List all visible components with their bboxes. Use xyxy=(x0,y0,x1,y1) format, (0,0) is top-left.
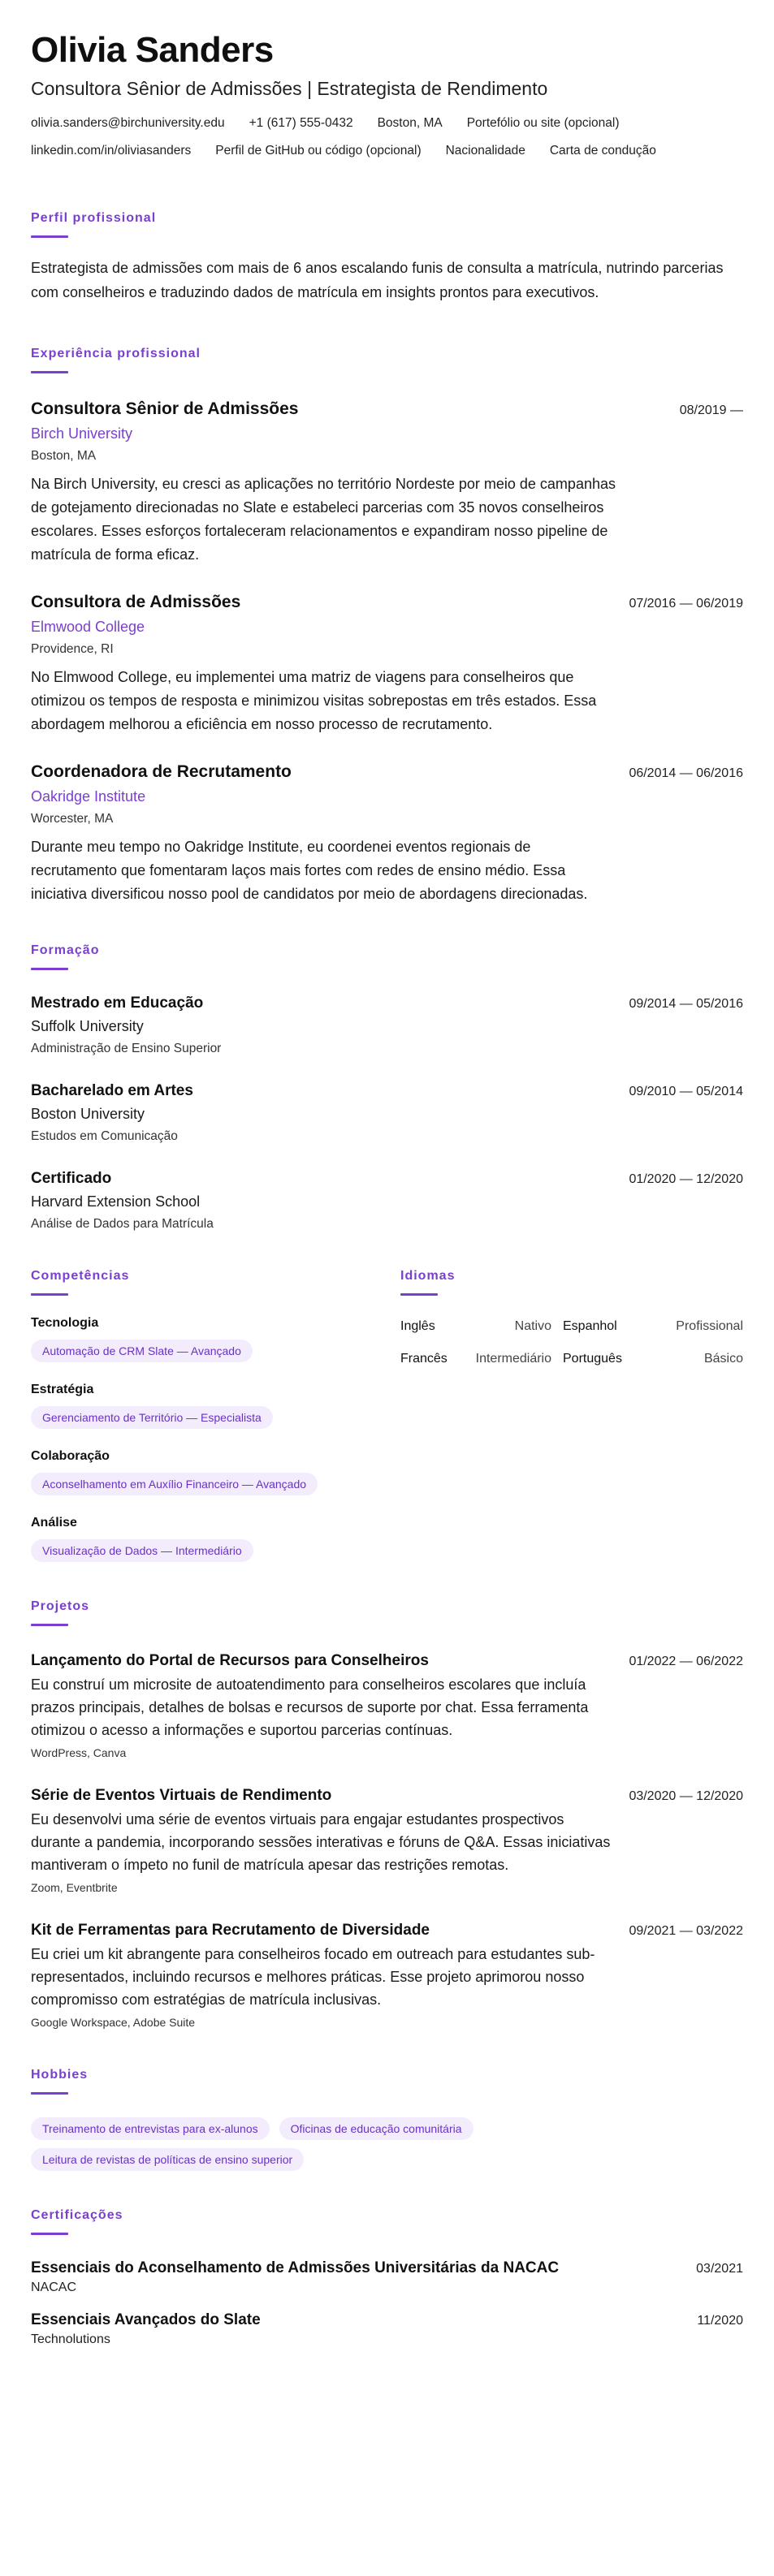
language-level: Básico xyxy=(703,1352,743,1366)
section-divider xyxy=(31,2092,68,2095)
section-title: Certificações xyxy=(31,2208,123,2222)
contact-linkedin[interactable]: linkedin.com/in/oliviasanders xyxy=(31,144,192,157)
education-field: Administração de Ensino Superior xyxy=(31,1042,222,1055)
language-level: Intermediário xyxy=(475,1352,551,1366)
language-name: Francês xyxy=(400,1352,448,1366)
section-divider xyxy=(31,371,68,373)
hobby-tag: Leitura de revistas de políticas de ensino superior xyxy=(31,2148,304,2171)
hobby-list xyxy=(31,2109,551,2171)
skill-category: Colaboração xyxy=(31,1449,110,1463)
section-title: Formação xyxy=(31,943,100,957)
education-degree: Bacharelado em Artes xyxy=(31,1082,193,1099)
candidate-name: Olivia Sanders xyxy=(31,30,274,70)
project-item xyxy=(31,1920,743,2030)
section-divider xyxy=(31,235,68,238)
skill-group xyxy=(31,1515,400,1562)
job-date: 07/2016 — 06/2019 xyxy=(629,597,743,611)
education-degree: Mestrado em Educação xyxy=(31,995,204,1012)
contact-email[interactable]: olivia.sanders@birchuniversity.edu xyxy=(31,116,225,130)
certification-item xyxy=(31,2258,743,2297)
language-name: Inglês xyxy=(400,1319,435,1333)
language-item xyxy=(400,1351,563,1367)
section-title: Competências xyxy=(31,1269,130,1283)
skill-category: Estratégia xyxy=(31,1383,94,1396)
project-tools: Google Workspace, Adobe Suite xyxy=(31,2016,196,2029)
contact-nationality: Nacionalidade xyxy=(445,144,525,157)
skill-tag: Visualização de Dados — Intermediário xyxy=(31,1539,253,1562)
language-list xyxy=(400,1318,743,1367)
language-level: Profissional xyxy=(676,1319,743,1333)
job-location: Providence, RI xyxy=(31,642,114,656)
project-title: Lançamento do Portal de Recursos para Conselheiros xyxy=(31,1652,429,1669)
job-location: Boston, MA xyxy=(31,449,97,463)
job-description: No Elmwood College, eu implementei uma matriz de viagens para conselheiros que otimizou os tempos de resposta e minimizou visitas sobrepostas em três estados. Essa abordagem melhorou a eficiência em nosso processo de recrutamento. xyxy=(31,669,597,732)
hobby-tag: Oficinas de educação comunitária xyxy=(279,2117,473,2140)
education-item xyxy=(31,1081,743,1146)
project-date: 03/2020 — 12/2020 xyxy=(629,1789,743,1803)
certification-name: Essenciais Avançados do Slate xyxy=(31,2311,261,2328)
projects-section xyxy=(31,1599,743,2030)
job-company: Oakridge Institute xyxy=(31,788,146,805)
project-tools: WordPress, Canva xyxy=(31,1746,127,1759)
candidate-headline: Consultora Sênior de Admissões | Estrategista de Rendimento xyxy=(31,78,548,99)
education-item xyxy=(31,1168,743,1233)
resume-header xyxy=(31,0,743,159)
project-description: Eu criei um kit abrangente para conselheiros focado em outreach para estudantes sub-representados, incluindo recursos e melhores práticas. Esse projeto aprimorou nosso compromisso com estratégias de matrícula inclusivas. xyxy=(31,1946,595,2008)
project-date: 01/2022 — 06/2022 xyxy=(629,1655,743,1668)
skill-category: Tecnologia xyxy=(31,1316,99,1330)
job-title: Consultora Sênior de Admissões xyxy=(31,399,299,418)
education-school: Harvard Extension School xyxy=(31,1193,201,1210)
language-item xyxy=(563,1318,743,1335)
language-item xyxy=(400,1318,563,1335)
job-description: Durante meu tempo no Oakridge Institute, eu coordenei eventos regionais de recrutamento que fomentaram laços mais fortes com redes de ensino médio. Essa iniciativa diversificou nosso pool de candidatos por meio de abordagens direcionadas. xyxy=(31,839,588,902)
project-date: 09/2021 — 03/2022 xyxy=(629,1924,743,1938)
skill-tag: Gerenciamento de Território — Especialista xyxy=(31,1406,273,1429)
profile-section xyxy=(31,211,743,304)
project-item xyxy=(31,1650,743,1761)
certification-issuer: Technolutions xyxy=(31,2332,110,2346)
experience-item xyxy=(31,761,743,906)
skill-tag: Automação de CRM Slate — Avançado xyxy=(31,1340,253,1362)
job-company: Birch University xyxy=(31,425,133,442)
skill-tag: Aconselhamento em Auxílio Financeiro — Avançado xyxy=(31,1473,318,1495)
section-title: Experiência profissional xyxy=(31,347,201,360)
education-date: 09/2010 — 05/2014 xyxy=(629,1085,743,1098)
education-date: 01/2020 — 12/2020 xyxy=(629,1172,743,1186)
hobby-tag: Treinamento de entrevistas para ex-alunos xyxy=(31,2117,270,2140)
education-item xyxy=(31,993,743,1058)
contact-driving-license: Carta de condução xyxy=(549,144,656,157)
certification-name: Essenciais do Aconselhamento de Admissões Universitárias da NACAC xyxy=(31,2259,560,2276)
job-date: 06/2014 — 06/2016 xyxy=(629,766,743,780)
experience-section xyxy=(31,347,743,906)
section-divider xyxy=(31,1293,68,1296)
job-description: Na Birch University, eu cresci as aplicações no território Nordeste por meio de campanhas de gotejamento direcionadas no Slate e estabeleci parcerias com 35 novos conselheiros escolares. Esses esforços fortaleceram relacionamentos e expandiram nosso pipeline de matrícula de forma eficaz. xyxy=(31,476,616,563)
certifications-section xyxy=(31,2208,743,2349)
certification-issuer: NACAC xyxy=(31,2280,77,2294)
experience-item xyxy=(31,591,743,736)
project-description: Eu desenvolvi uma série de eventos virtuais para engajar estudantes prospectivos durante a pandemia, incorporando sessões interativas e fóruns de Q&A. Essas iniciativas mantiveram o ímpeto no funil de matrícula apesar das restrições remotas. xyxy=(31,1811,611,1873)
section-divider xyxy=(31,2233,68,2235)
job-location: Worcester, MA xyxy=(31,812,114,826)
contact-list xyxy=(31,115,743,159)
contact-github[interactable]: Perfil de GitHub ou código (opcional) xyxy=(215,144,422,157)
languages-section xyxy=(400,1269,743,1562)
experience-item xyxy=(31,398,743,567)
education-field: Estudos em Comunicação xyxy=(31,1129,178,1143)
contact-portfolio[interactable]: Portefólio ou site (opcional) xyxy=(466,116,620,130)
skill-group xyxy=(31,1448,400,1495)
section-title: Projetos xyxy=(31,1599,90,1613)
project-description: Eu construí um microsite de autoatendimento para conselheiros escolares que incluía prazos principais, detalhes de bolsas e recursos de suporte por chat. Essa ferramenta otimizou o acesso a informações e suportou parcerias contínuas. xyxy=(31,1676,589,1738)
project-tools: Zoom, Eventbrite xyxy=(31,1881,118,1894)
education-field: Análise de Dados para Matrícula xyxy=(31,1217,214,1231)
profile-summary: Estrategista de admissões com mais de 6 anos escalando funis de consulta a matrícula, nutrindo parcerias com conselheiros e traduzindo dados de matrícula em insights prontos para executivos. xyxy=(31,260,724,300)
contact-phone: +1 (617) 555-0432 xyxy=(249,116,353,130)
section-divider xyxy=(400,1293,438,1296)
certification-date: 11/2020 xyxy=(697,2314,743,2328)
language-name: Português xyxy=(563,1352,622,1366)
project-title: Série de Eventos Virtuais de Rendimento xyxy=(31,1787,332,1804)
project-item xyxy=(31,1785,743,1896)
skills-languages-row xyxy=(31,1269,743,1562)
section-title: Idiomas xyxy=(400,1269,456,1283)
job-company: Elmwood College xyxy=(31,619,145,635)
contact-location: Boston, MA xyxy=(377,116,443,130)
language-level: Nativo xyxy=(514,1319,551,1333)
education-school: Suffolk University xyxy=(31,1018,144,1034)
project-title: Kit de Ferramentas para Recrutamento de Diversidade xyxy=(31,1922,430,1939)
skill-category: Análise xyxy=(31,1516,77,1530)
language-item xyxy=(563,1351,743,1367)
certification-item xyxy=(31,2310,743,2349)
certification-date: 03/2021 xyxy=(696,2262,743,2276)
language-name: Espanhol xyxy=(563,1319,617,1333)
job-title: Consultora de Admissões xyxy=(31,593,241,611)
education-section xyxy=(31,943,743,1233)
skill-group xyxy=(31,1315,400,1362)
job-title: Coordenadora de Recrutamento xyxy=(31,762,292,781)
education-school: Boston University xyxy=(31,1106,145,1122)
hobbies-section xyxy=(31,2068,743,2171)
section-title: Perfil profissional xyxy=(31,211,157,225)
education-degree: Certificado xyxy=(31,1170,112,1187)
job-date: 08/2019 — xyxy=(679,403,743,417)
education-date: 09/2014 — 05/2016 xyxy=(629,997,743,1011)
skills-section xyxy=(31,1269,400,1562)
section-title: Hobbies xyxy=(31,2068,89,2082)
section-divider xyxy=(31,1624,68,1626)
skill-group xyxy=(31,1382,400,1429)
section-divider xyxy=(31,968,68,970)
